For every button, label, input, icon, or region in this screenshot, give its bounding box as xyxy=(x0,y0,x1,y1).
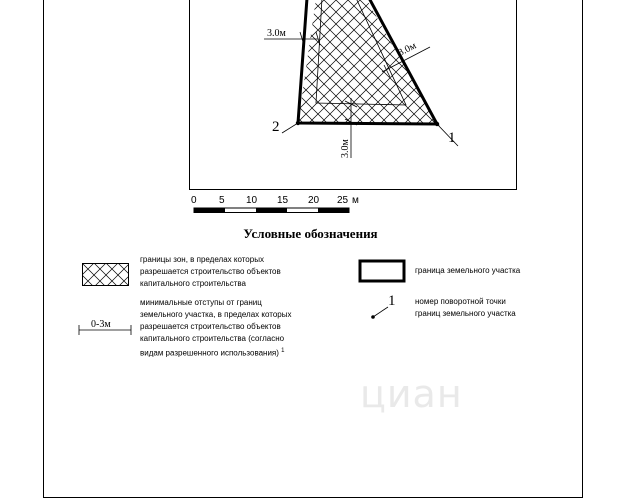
legend-corner-number: 1 xyxy=(388,293,396,309)
scale-unit: м xyxy=(352,195,359,206)
legend-item-plot-boundary: граница земельного участка xyxy=(415,266,521,275)
scale-bar xyxy=(191,195,359,213)
setback-label-right: 3.0м xyxy=(396,40,419,59)
scale-label-20: 20 xyxy=(308,195,320,206)
point-number-1: 1 xyxy=(448,130,456,146)
legend-title: Условные обозначения xyxy=(243,226,378,241)
footnote-marker: 1 xyxy=(281,348,285,354)
watermark: циан xyxy=(360,372,463,416)
legend-symbol-setback xyxy=(76,316,136,346)
scale-label-5: 5 xyxy=(219,195,225,206)
legend-item-setback: минимальные отступы от границ земельного участка, в пределах которых разрешается строительство объектов капитального строительства (согласно видам разрешенного использования) $^1$ xyxy=(140,298,292,358)
legend-symbol-hatch-zone xyxy=(82,263,130,287)
point-number-2: 2 xyxy=(272,119,280,135)
legend-item-corner-point: номер поворотной точки границ земельного участка xyxy=(415,297,516,318)
site-plan xyxy=(0,0,621,230)
legend-setback-label: 0-3м xyxy=(91,319,111,330)
setback-label-bottom: 3.0м xyxy=(340,139,351,158)
scale-label-25: 25 xyxy=(337,195,349,206)
buildable-zone xyxy=(298,0,437,124)
scale-label-15: 15 xyxy=(277,195,289,206)
legend-item-buildable-zone: границы зон, в пределах которых разрешается строительство объектов капитального строительства xyxy=(140,255,281,288)
scale-label-10: 10 xyxy=(246,195,258,206)
legend-symbol-corner-point xyxy=(366,290,406,326)
scale-label-0: 0 xyxy=(191,195,197,206)
setback-label-left: 3.0м xyxy=(267,28,286,39)
legend-symbol-plot-boundary xyxy=(358,259,408,285)
